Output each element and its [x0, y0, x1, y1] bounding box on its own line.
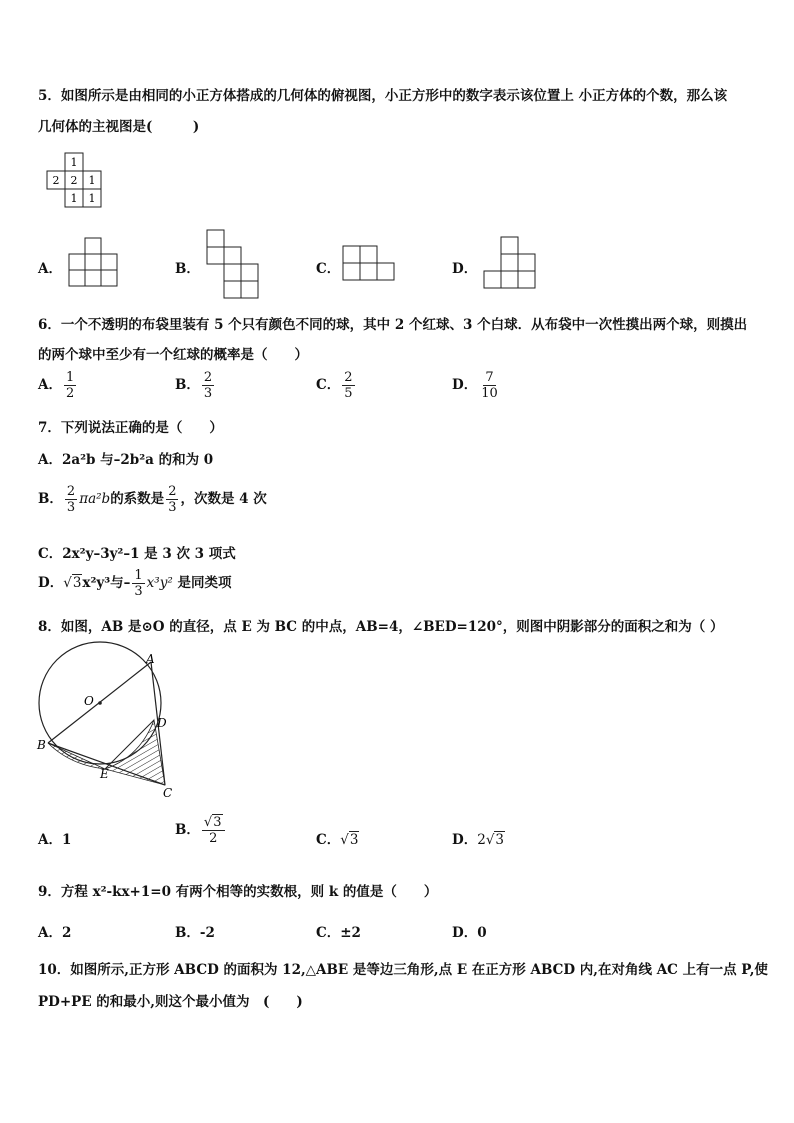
q9-option-a: A．2	[38, 925, 72, 941]
q5-stem-line2: 几何体的主视图是( )	[38, 119, 200, 135]
grid-num: 1	[88, 192, 96, 205]
option-label: A．	[38, 377, 62, 393]
grid-num: 1	[70, 192, 78, 205]
q5-option-a-label: A．	[38, 261, 62, 277]
fraction: $\frac{2}{3}$	[168, 484, 177, 515]
label-a: A	[146, 652, 155, 666]
q6-option-b	[175, 370, 216, 401]
q5-top-view-grid	[44, 153, 106, 211]
q7-option-c: C．2x²y–3y²–1 是 3 次 3 项式	[38, 546, 236, 562]
q9-option-b: B．-2	[175, 925, 215, 941]
sqrt-symbol: √3	[203, 815, 222, 830]
fraction: $\frac{2}{3}$	[203, 370, 213, 401]
q6-option-c	[316, 370, 357, 401]
q5-stem-line1: 5．如图所示是由相同的小正方体搭成的几何体的俯视图，小正方形中的数字表示该位置上 小正方体的个数，那么该	[38, 88, 728, 104]
q8-option-d: D．2√3	[452, 832, 505, 848]
label-b: B	[37, 738, 46, 752]
fraction: $\frac{7}{10}$	[481, 370, 498, 401]
label-d: D	[157, 716, 167, 730]
q8-option-a: A．1	[38, 832, 72, 848]
fraction: $\frac{2}{5}$	[344, 370, 353, 401]
q8-stem: 8．如图，AB 是⊙O 的直径，点 E 为 BC 的中点，AB=4，∠BED=120°，则图中阴影部分的面积之和为（ ）	[38, 619, 724, 635]
q5-option-c-figure	[342, 245, 396, 282]
q7-option-b: B． $\frac{2}{3}$ πa²b的系数是 $\frac{2}{3}$ ，次数是 4 次	[38, 484, 267, 515]
fraction: $\frac{2}{3}$	[66, 484, 76, 515]
math-term: πa²b	[79, 491, 111, 507]
fraction: $\frac{1}{2}$	[65, 370, 75, 401]
q7-stem: 7．下列说法正确的是（ ）	[38, 420, 223, 436]
math-term: x³y²	[146, 575, 173, 591]
q5-option-a-figure	[68, 237, 120, 289]
grid-num: 2	[70, 174, 78, 187]
q7-option-a: A．2a²b 与–2b²a 的和为 0	[38, 452, 214, 468]
q9-stem: 9．方程 x²-kx+1=0 有两个相等的实数根，则 k 的值是（ ）	[38, 884, 438, 900]
q5-option-b-figure	[206, 229, 262, 299]
grid-num: 1	[70, 156, 78, 169]
sqrt-symbol: √3	[340, 832, 359, 848]
q5-option-d-label: D．	[452, 261, 478, 277]
sqrt-symbol: √3	[485, 832, 505, 848]
q6-option-d	[452, 370, 502, 401]
grid-num: 2	[52, 174, 60, 187]
label-c: C	[163, 786, 173, 800]
q7-option-d: D．√3x²y³与– $\frac{1}{3}$ x³y² 是同类项	[38, 568, 232, 599]
q9-option-d: D．0	[452, 925, 487, 941]
q5-option-c-label: C．	[316, 261, 341, 277]
q10-stem-line2: PD+PE 的和最小,则这个最小值为 ( )	[38, 994, 303, 1010]
q6-stem-line1: 6．一个不透明的布袋里装有 5 个只有颜色不同的球，其中 2 个红球、3 个白球．从布袋中一次性摸出两个球，则摸出	[38, 317, 748, 333]
q5-option-b-label: B．	[175, 261, 200, 277]
math-coef: 2	[477, 832, 486, 848]
q8-option-c: C．√3	[316, 832, 359, 848]
option-label: D．	[452, 377, 478, 393]
label-e: E	[100, 767, 109, 781]
sqrt-symbol: √3	[63, 575, 82, 591]
q8-option-b: B． $\frac{√3}{2}$	[175, 815, 227, 846]
fraction: $\frac{1}{3}$	[134, 568, 143, 599]
q10-stem-line1: 10．如图所示,正方形 ABCD 的面积为 12,△ABE 是等边三角形,点 E 在正方形 ABCD 内,在对角线 AC 上有一点 P,使	[38, 962, 768, 978]
q5-option-d-figure	[483, 236, 537, 290]
grid-num: 1	[88, 174, 96, 187]
label-o: O	[84, 694, 94, 708]
option-label: C．	[316, 377, 341, 393]
q8-circle-figure	[30, 645, 190, 805]
q6-stem-line2: 的两个球中至少有一个红球的概率是（ ）	[38, 347, 308, 363]
q9-option-c: C．±2	[316, 925, 361, 941]
fraction: $\frac{√3}{2}$	[202, 815, 225, 846]
option-label: B．	[175, 377, 200, 393]
q6-option-a	[38, 370, 78, 401]
